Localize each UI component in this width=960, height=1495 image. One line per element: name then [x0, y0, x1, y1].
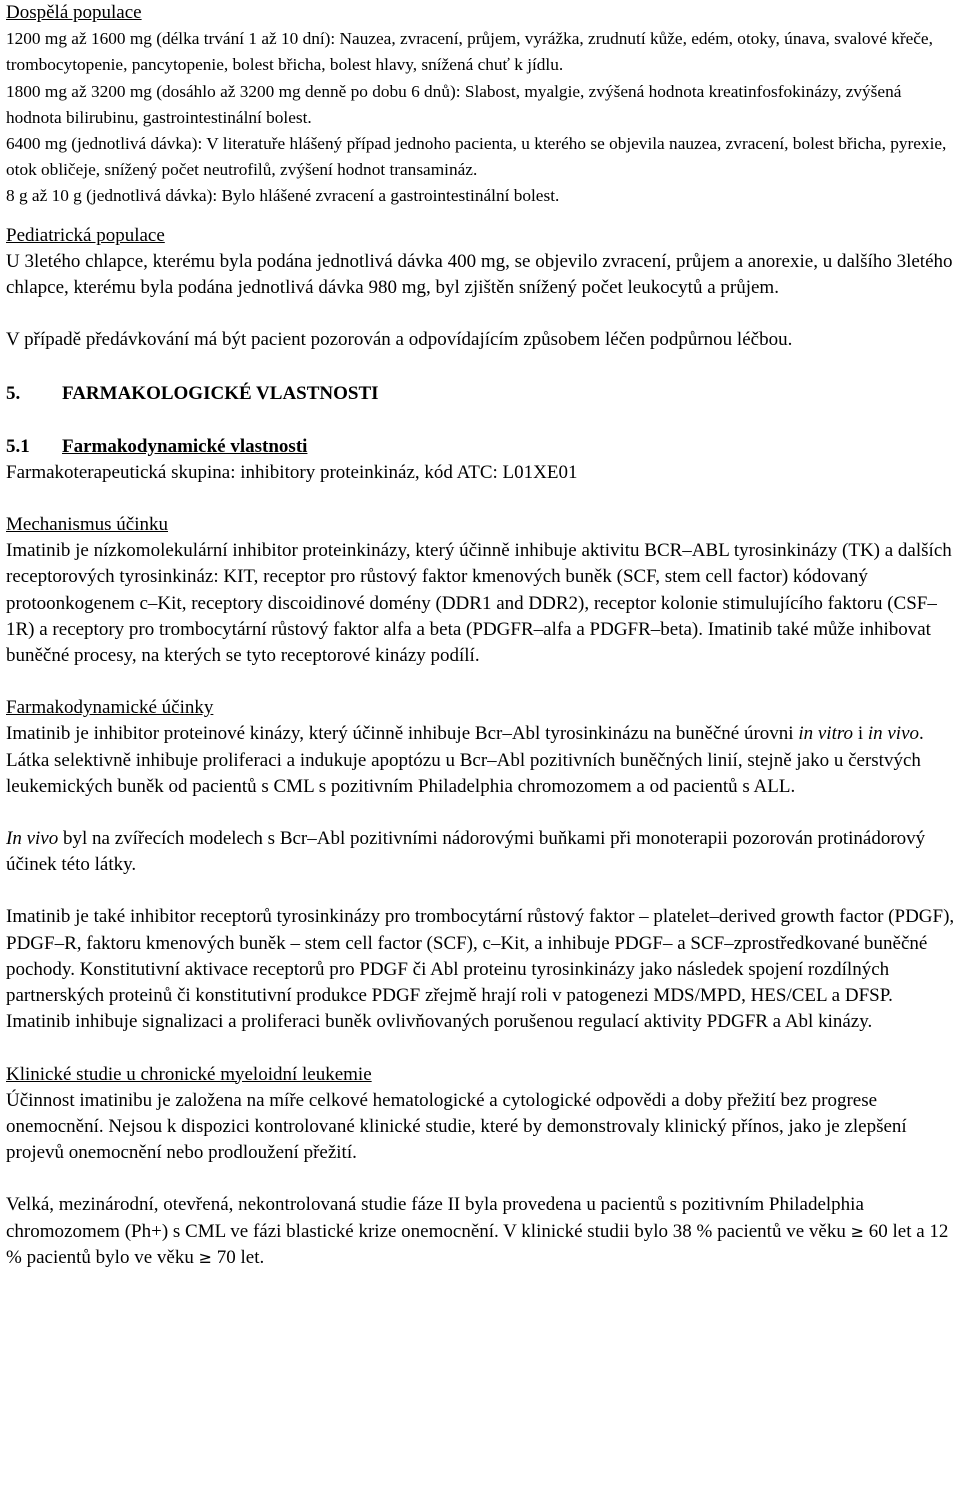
adult-paragraph-4: 8 g až 10 g (jednotlivá dávka): Bylo hlášené zvracení a gastrointestinální bolest.: [6, 186, 560, 206]
clinical-p2-text-c: 70 let.: [212, 1246, 265, 1268]
clinical-heading: Klinické studie u chronické myeloidní leukemie: [6, 1063, 372, 1085]
pharmacodynamic-paragraph-2: [6, 826, 958, 878]
adult-heading: Dospělá populace: [6, 2, 142, 23]
mechanism-heading: Mechanismus účinku: [6, 514, 169, 536]
spacer: [6, 408, 958, 434]
spacer: [6, 669, 958, 695]
pd-text-3: . Látka selektivně inhibuje proliferaci a indukuje apoptózu u Bcr–Abl pozitivních buněčných linií, stejně jako u čerstvých leukemických buněk od pacientů s CML s pozitivním Philadelphia chromozomem a od pacientů s ALL.: [6, 723, 924, 797]
spacer: [6, 301, 958, 327]
clinical-paragraph-1: Účinnost imatinibu je založena na míře celkové hematologické a cytologické odpovědi a doby přežití bez progrese onemocnění. Nejsou k dispozici kontrolované klinické studie, které by demonstrovaly klinický přínos, jako je zlepšení projevů onemocnění nebo prodloužení přežití.: [6, 1089, 907, 1164]
pediatric-paragraph: U 3letého chlapce, kterému byla podána jednotlivá dávka 400 mg, se objevilo zvracení, průjem a anorexie, u dalšího 3letého chlapce, kterému byla podána jednotlivá dávka 980 mg, byl zjištěn snížený počet leukocytů a průjem.: [6, 250, 953, 299]
pd-p2-text: byl na zvířecích modelech s Bcr–Abl pozitivními nádorovými buňkami při monoterapii pozorován protinádorový účinek této látky.: [6, 828, 926, 876]
spacer: [6, 210, 958, 223]
pharmacodynamic-paragraph-3: Imatinib je také inhibitor receptorů tyrosinkinázy pro trombocytární růstový faktor – platelet–derived growth factor (PDGF), PDGF–R, faktoru kmenových buněk – stem cell factor (SCF), c–Kit, a inhibuje PDGF– a SCF–zprostředkované buněčné pochody. Konstitutivní aktivace receptorů pro PDGF či Abl proteinu tyrosinkinázy jako následek spojení rozdílných partnerských proteinů či konstitutivní produkce PDGF zřejmě hrají roli v patogenezi MDS/MPD, HES/CEL a DFSP. Imatinib inhibuje signalizaci a proliferaci buněk ovlivňovaných porušenou regulací aktivity PDGFR a Abl kinázy.: [6, 906, 955, 1033]
section-5-1-heading: [6, 434, 958, 460]
greater-equal-symbol: ≥: [198, 1247, 212, 1267]
pediatric-heading: Pediatrická populace: [6, 224, 165, 246]
spacer: [6, 486, 958, 512]
greater-equal-symbol: ≥: [850, 1221, 864, 1241]
section-5-heading: [6, 381, 958, 407]
adult-paragraph-1: 1200 mg až 1600 mg (délka trvání 1 až 10 dní): Nauzea, zvracení, průjem, vyrážka, zrudnutí kůže, edém, otoky, únava, svalové křeče, trombocytopenie, pancytopenie, bolest břicha, bolest hlavy, snížená chuť k jídlu.: [6, 29, 933, 75]
document-page: [6, 0, 958, 1271]
spacer: [6, 1036, 958, 1062]
clinical-paragraph-2: [6, 1192, 958, 1271]
overdose-note: V případě předávkování má být pacient pozorován a odpovídajícím způsobem léčen podpůrnou léčbou.: [6, 329, 793, 351]
section-5-number: 5.: [6, 383, 21, 405]
spacer: [6, 800, 958, 826]
section-5-1-title: Farmakodynamické vlastnosti: [62, 435, 308, 457]
mechanism-paragraph: Imatinib je nízkomolekulární inhibitor proteinkinázy, který účinně inhibuje aktivitu BCR–ABL tyrosinkinázy (TK) a dalších receptorových tyrosinkináz: KIT, receptor pro růstový faktor kmenových buněk (SCF, stem cell factor) kódovaný protoonkogenem c–Kit, receptory discoidinové domény (DDR1 and DDR2), receptor kolonie stimulujícího faktoru (CSF–1R) a receptory pro trombocytární růstový faktor alfa a beta (PDGFR–alfa a PDGFR–beta). Imatinib také může inhibovat buněčné procesy, na kterých se tyto receptorové kinázy podílí.: [6, 540, 952, 667]
spacer: [6, 878, 958, 904]
pharmacodynamic-heading: Farmakodynamické účinky: [6, 697, 214, 719]
spacer: [6, 353, 958, 381]
in-vivo-term-2: In vivo: [6, 828, 59, 850]
pharmacodynamic-paragraph-1: [6, 721, 958, 800]
pd-text-1: Imatinib je inhibitor proteinové kinázy, který účinně inhibuje Bcr–Abl tyrosinkinázu na buněčné úrovni: [6, 723, 799, 745]
section-5-title: FARMAKOLOGICKÉ VLASTNOSTI: [62, 383, 379, 405]
adult-paragraph-2: 1800 mg až 3200 mg (dosáhlo až 3200 mg denně po dobu 6 dnů): Slabost, myalgie, zvýšená hodnota kreatinfosfokinázy, zvýšená hodnota bilirubinu, gastrointestinální bolest.: [6, 81, 902, 127]
in-vivo-term: in vivo: [867, 723, 920, 745]
section-5-1-number: 5.1: [6, 435, 30, 457]
pd-text-2: i: [853, 723, 868, 745]
clinical-p2-text-b: 60 let a 12 % pacientů bylo ve věku: [6, 1220, 949, 1268]
pharmacotherapeutic-group: Farmakoterapeutická skupina: inhibitory proteinkináz, kód ATC: L01XE01: [6, 461, 578, 483]
clinical-p2-text-a: Velká, mezinárodní, otevřená, nekontrolovaná studie fáze II byla provedena u pacientů s pozitivním Philadelphia chromozomem (Ph+) s CML ve fázi blastické krize onemocnění. V klinické studii bylo 38 % pacientů ve věku: [6, 1194, 864, 1242]
in-vitro-term: in vitro: [798, 723, 854, 745]
spacer: [6, 1166, 958, 1192]
adult-paragraph-3: 6400 mg (jednotlivá dávka): V literatuře hlášený případ jednoho pacienta, u kterého se objevila nauzea, zvracení, bolest břicha, pyrexie, otok obličeje, snížený počet neutrofilů, zvýšení hodnot transamináz.: [6, 134, 947, 180]
